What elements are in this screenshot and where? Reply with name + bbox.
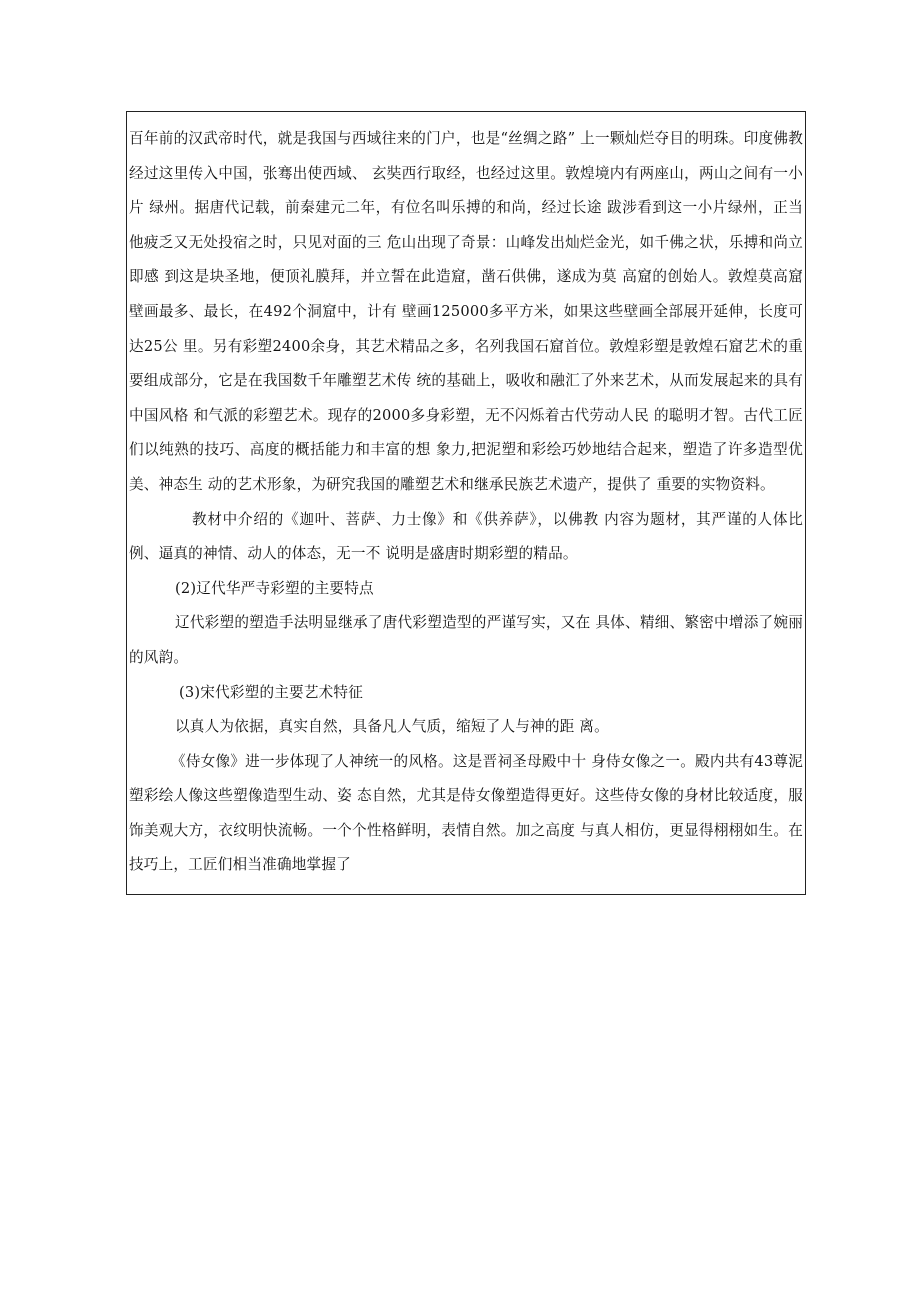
paragraph-maid-statue: 《侍女像》进一步体现了人神统一的风格。这是晋祠圣母殿中十 身侍女像之一。殿内共有43尊泥塑彩绘人像这些塑像造型生动、姿 态自然，尤其是侍女像塑造得更好。这些侍女像的身材比较适度，服 饰美观大方，衣纹明快流畅。一个个性格鲜明，表情自然。加之高度 与真人相仿，更显得栩栩如生。在技巧上，工匠们相当准确地掌握了 [129, 752, 803, 874]
paragraph-textbook-works: 教材中介绍的《迦叶、菩萨、力士像》和《供养萨》，以佛教 内容为题材，其严谨的人体比例、逼真的神情、动人的体态，无一不 说明是盛唐时期彩塑的精品。 [129, 510, 803, 563]
paragraph-song-features: 以真人为依据，真实自然，具备凡人气质，缩短了人与神的距 离。 [175, 718, 609, 736]
paragraph-dunhuang-intro: 百年前的汉武帝时代，就是我国与西域往来的门户，也是“丝绸之路” 上一颗灿烂夺目的明珠。印度佛教经过这里传入中国，张骞出使西域、 玄奘西行取经，也经过这里。敦煌境内有两座山，两山之间有一小片 绿州。据唐代记载，前秦建元二年，有位名叫乐搏的和尚，经过长途 跋涉看到这一小片绿州，正当他疲乏又无处投宿之时，只见对面的三 危山出现了奇景：山峰发出灿烂金光，如千佛之状，乐搏和尚立即感 到这是块圣地，便顶礼膜拜，并立誓在此造窟，凿石供佛，遂成为莫 高窟的创始人。敦煌莫高窟壁画最多、最长，在492个洞窟中，计有 壁画125000多平方米，如果这些壁画全部展开延伸，长度可达25公 里。另有彩塑2400余身，其艺术精品之多，名列我国石窟首位。敦煌彩塑是敦煌石窟艺术的重要组成部分，它是在我国数千年雕塑艺术传 统的基础上，吸收和融汇了外来艺术，从而发展起来的具有中国风格 和气派的彩塑艺术。现存的2000多身彩塑，无不闪烁着古代劳动人民 的聪明才智。古代工匠们以纯熟的技巧、高度的概括能力和丰富的想 象力,把泥塑和彩绘巧妙地结合起来，塑造了许多造型优美、神态生 动的艺术形象，为研究我国的雕塑艺术和继承民族艺术遗产，提供了 重要的实物资料。 [129, 130, 803, 493]
heading-liao-dynasty: (2)辽代华严寺彩塑的主要特点 [175, 579, 374, 597]
document-text-box [126, 111, 806, 895]
paragraph-liao-features: 辽代彩塑的塑造手法明显继承了唐代彩塑造型的严谨写实，又在 具体、精细、繁密中增添了婉丽的风韵。 [129, 614, 803, 666]
heading-song-dynasty: (3)宋代彩塑的主要艺术特征 [179, 683, 364, 701]
